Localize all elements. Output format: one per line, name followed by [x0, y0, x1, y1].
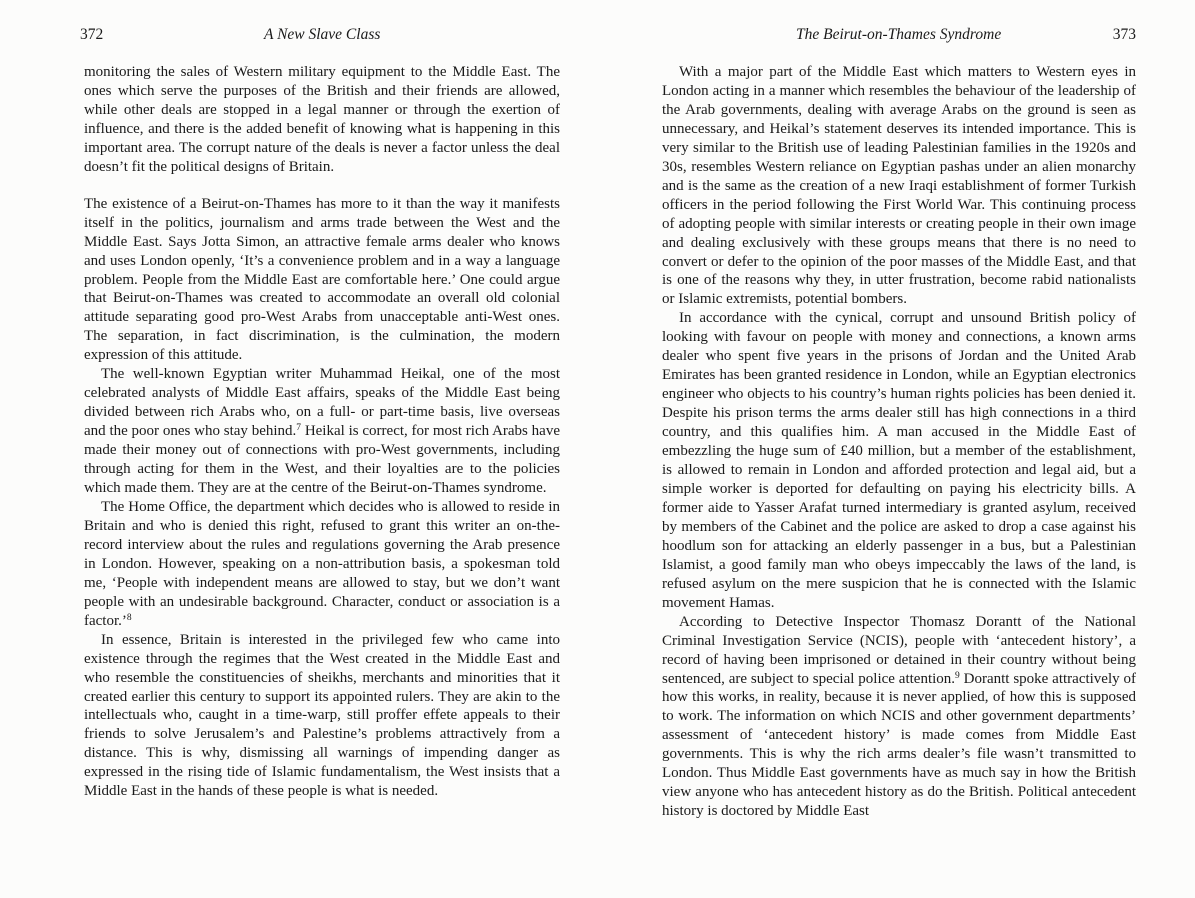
right-page	[662, 22, 1136, 820]
left-paragraph-3	[84, 365, 560, 498]
left-running-head	[80, 22, 560, 48]
paragraph-text: monitoring the sales of Western military equipment to the Middle East. The ones which serve the purposes of the British and their friends are allowed, while other deals are stopped in a legal manner or through the exertion of influence, and there is the added benefit of knowing what is happening in this important area. The corrupt nature of the deals is never a factor unless the deal doesn’t fit the political designs of Britain.	[84, 64, 560, 175]
left-paragraph-1	[84, 63, 560, 177]
right-running-head	[662, 22, 1136, 48]
paragraph-text: The existence of a Beirut-on-Thames has more to it than the way it manifests itself in the politics, journalism and arms trade between the West and the Middle East. Says Jotta Simon, an attractive female arms dealer who knows and uses London openly, ‘It’s a convenience problem and in a way a language problem. People from the Middle East are comfortable here.’ One could argue that Beirut-on-Thames was created to accommodate an overall old colonial attitude separating good pro-West Arabs from unacceptable anti-West ones. The separation, in fact discrimination, is the culmination, the modern expression of this attitude.	[84, 195, 560, 364]
right-page-number: 373	[1112, 26, 1136, 43]
left-body-text	[84, 63, 560, 801]
paragraph-text: With a major part of the Middle East which matters to Western eyes in London acting in a manner which resembles the behaviour of the leadership of the Arab governments, dealing with average Arabs on the ground is seen as unnecessary, and Heikal’s statement deserves its intended importance. This is very similar to the British use of leading Palestinian families in the 1920s and 30s, resembles Western reliance on Egyptian pashas under an alien monarchy and is the same as the creation of a new Iraqi establishment of former Turkish officers in the period following the First World War. This continuing process of adopting people with similar interests or creating people in their own image and dealing exclusively with these groups means that there is no need to convert or defer to the opinion of the poor masses of the Middle East, and that is one of the reasons why they, in utter frustration, become rabid nationalists or Islamic extremists, potential bombers.	[662, 64, 1136, 308]
paragraph-text: Dorantt spoke attractively of how this works, in reality, because it is never applied, of how this is supposed to work. The information on which NCIS and other government departments’ assessment of ‘antecedent history’ is made comes from Middle East governments. This is why the rich arms dealer’s file wasn’t transmitted to London. Thus Middle East governments have as much say in how the British view anyone who has antecedent history as do the British. Political antecedent history is doctored by Middle East	[662, 670, 1136, 820]
right-paragraph-2	[662, 309, 1136, 612]
paragraph-text: In essence, Britain is interested in the privileged few who came into existence through the regimes that the West created in the Middle East and who resemble the constituencies of sheikhs, merchants and minorities that it created earlier this century to support its appointed rulers. They are akin to the intellectuals who, caught in a time-warp, still proffer effete appeals to their friends to solve Jerusalem’s and Palestine’s problems attractively from a distance. This is why, dismissing all warnings of impending danger as expressed in the rising tide of Islamic fundamentalism, the West insists that a Middle East in the hands of these people is what is needed.	[84, 631, 560, 800]
footnote-marker: 7	[296, 423, 302, 434]
footnote-marker: 9	[955, 670, 960, 681]
right-paragraph-1	[662, 63, 1136, 309]
paragraph-text: In accordance with the cynical, corrupt and unsound British policy of looking with favour on people with money and connections, a known arms dealer who spent five years in the prisons of Jordan and the United Arab Emirates has been granted residence in London, while an Egyptian electronics engineer who objects to his country’s human rights policies has been denied it. Despite his prison terms the arms dealer still has high connections in a third country, and this qualifies him. A man accused in the Middle East of embezzling the huge sum of £40 million, but a member of the establishment, is allowed to remain in London and afforded protection and legal aid, but a simple worker is deported for defaulting on paying his electricity bills. A former aide to Yasser Arafat turned intermediary is granted asylum, received by members of the Cabinet and the police are asked to drop a case against his hoodlum son for attacking an elderly passenger in a bus, but a Palestinian Islamist, a good family man who obeys impeccably the laws of the land, is refused asylum on the mere suspicion that he is connected with the Islamic movement Hamas.	[662, 310, 1136, 611]
left-page-number: 372	[80, 26, 104, 43]
footnote-marker: 8	[126, 612, 132, 623]
paragraph-text: Heikal is correct, for most rich Arabs have made their money out of connections with pro-West governments, including through acting for them in the West, and their loyalties are to the policies which made them. They are at the centre of the Beirut-on-Thames syndrome.	[84, 423, 560, 497]
paragraph-text: The well-known Egyptian writer Muhammad Heikal, one of the most celebrated analysts of Middle East affairs, speaks of the Middle East being divided between rich Arabs who, on a full- or part-time basis, live overseas and the poor ones who stay behind.	[84, 366, 560, 440]
left-paragraph-5	[84, 631, 560, 802]
right-body-text	[662, 63, 1136, 821]
paragraph-text: According to Detective Inspector Thomasz Dorantt of the National Criminal Investigation Service (NCIS), people with ‘antecedent history’, a record of having been imprisoned or detained in their country without being sentenced, are subject to special police attention.	[662, 613, 1136, 687]
right-running-title: The Beirut-on-Thames Syndrome	[796, 26, 1002, 43]
paragraph-text: The Home Office, the department which decides who is allowed to reside in Britain and who is denied this right, refused to grant this writer an on-the-record interview about the rules and regulations governing the Arab presence in London. However, speaking on a non-attribution basis, a spokesman told me, ‘People with independent means are allowed to stay, but we don’t want people with an undesirable background. Character, conduct or association is a factor.’	[84, 498, 560, 629]
right-paragraph-3	[662, 613, 1136, 821]
left-running-title: A New Slave Class	[264, 26, 381, 43]
left-paragraph-4	[84, 498, 560, 631]
left-paragraph-2	[84, 195, 560, 366]
left-page	[80, 22, 560, 800]
